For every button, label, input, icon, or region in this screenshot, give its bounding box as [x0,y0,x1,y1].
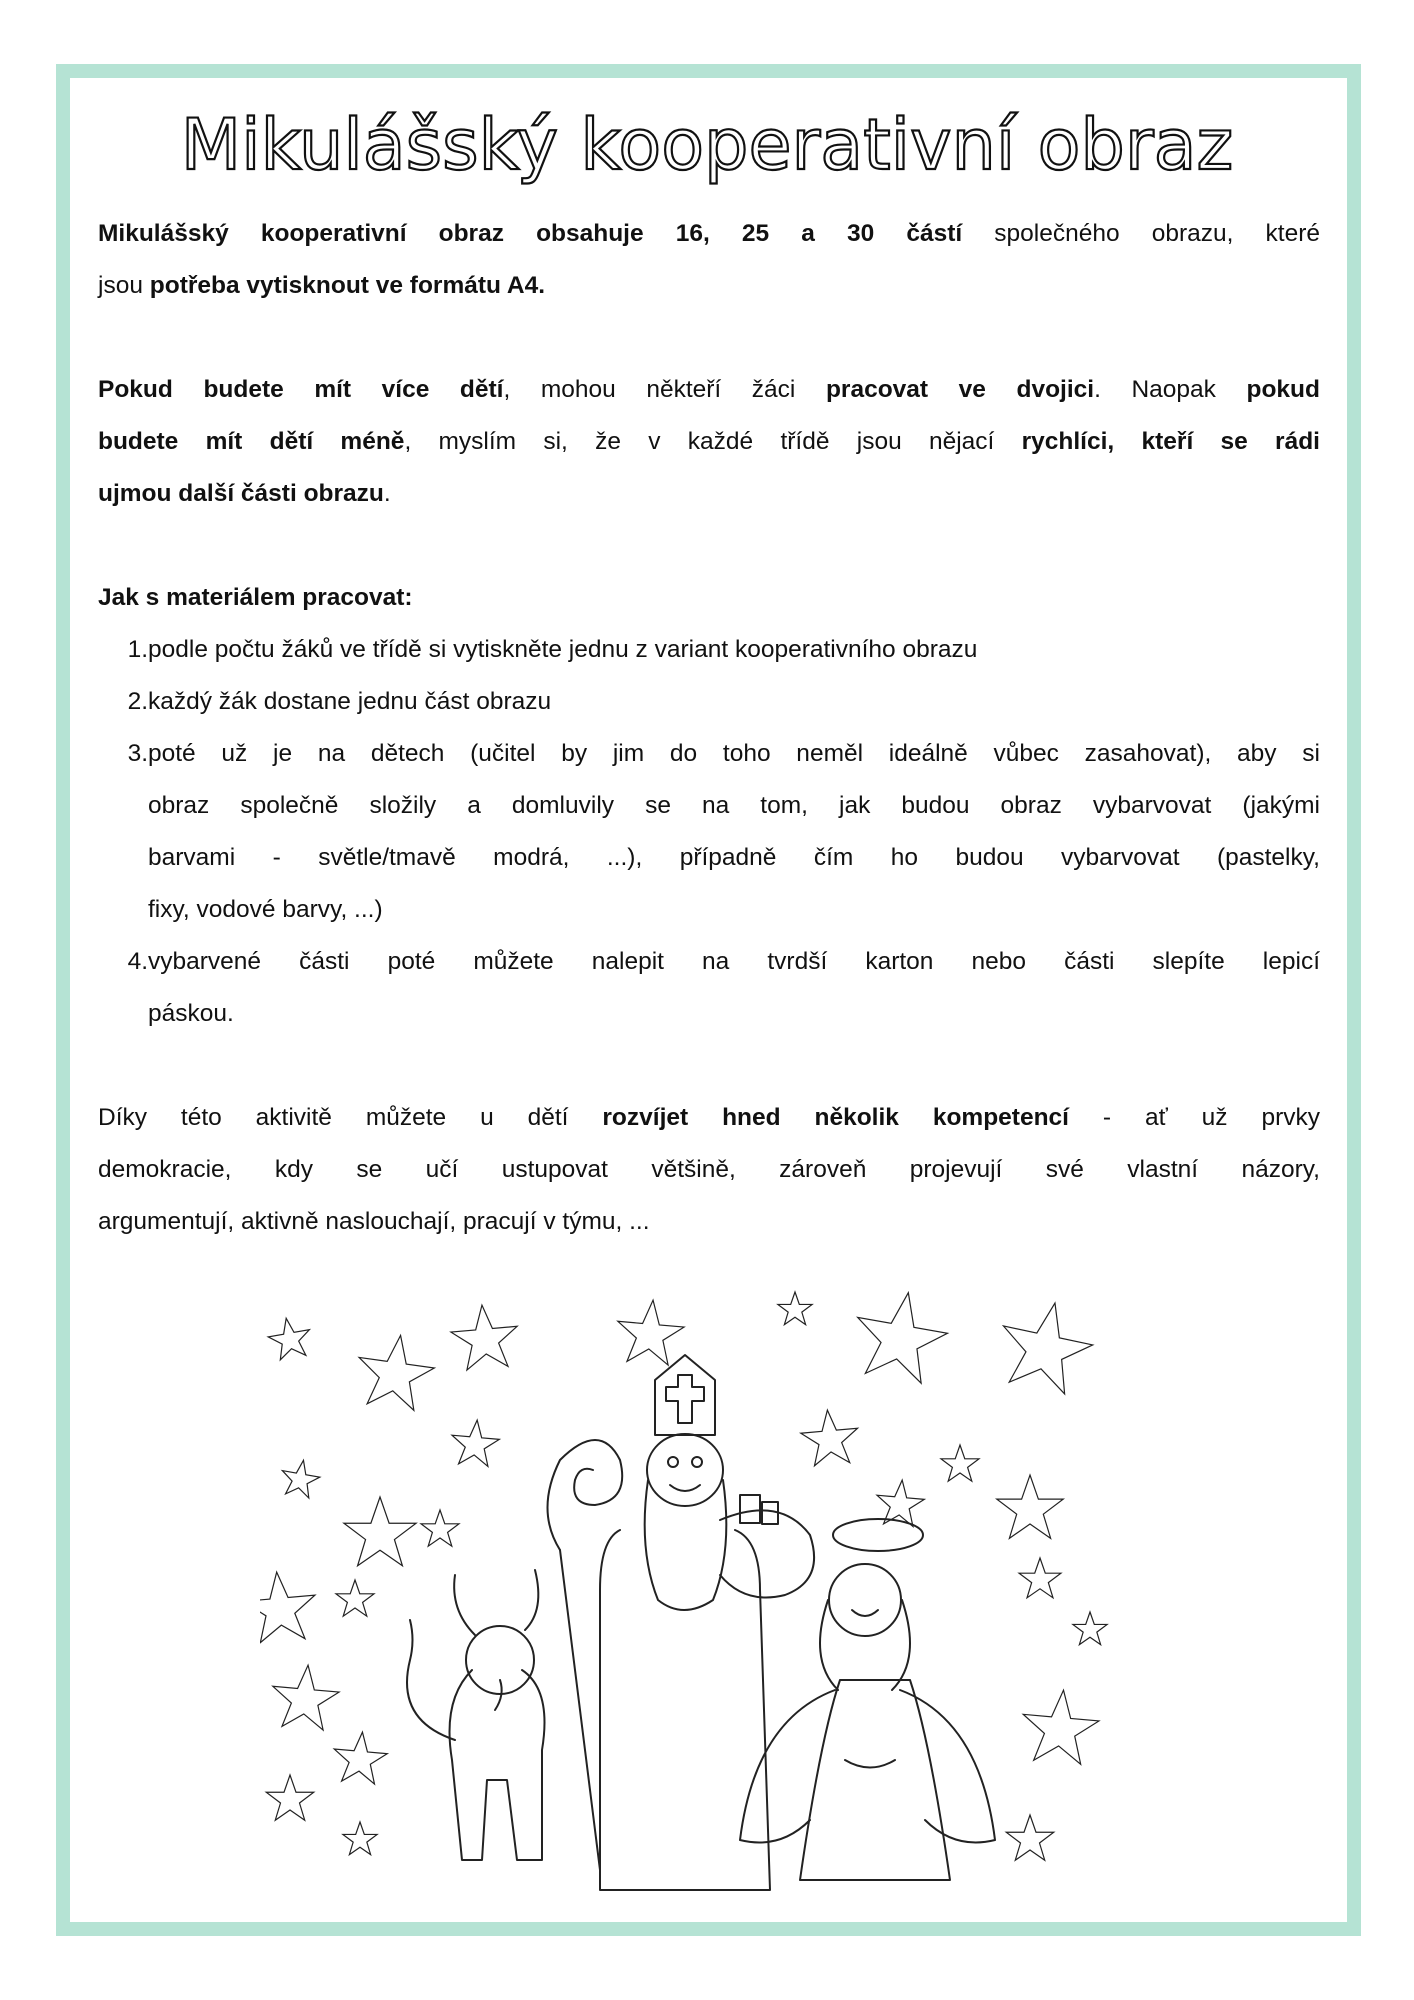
document-body [98,208,1320,1248]
star-icon [1019,1558,1061,1598]
st-nicholas-devil-angel-coloring-icon [260,1280,1140,1900]
intro-line-2: jsou potřeba vytisknout ve formátu A4. [98,272,546,299]
para2-line-1: Pokud budete mít více dětí, mohou někteří žáci pracovat ve dvojici. Naopak pokud [98,376,1320,403]
star-icon [260,1569,319,1644]
star-icon [332,1730,389,1785]
star-icon [848,1285,953,1386]
star-icon [343,1822,377,1855]
angel-figure [740,1519,995,1880]
st-nicholas-figure [548,1355,815,1890]
star-icon [421,1510,459,1546]
para2-line-2: budete mít dětí méně, myslím si, že v každé třídě jsou nějací rychlíci, kteří se rádi [98,428,1320,455]
star-icon [1019,1687,1101,1766]
star-icon [1006,1815,1054,1860]
star-icon [266,1775,314,1820]
closing-line-1: Díky této aktivitě můžete u dětí rozvíjet hned několik kompetencí - ať už prvky [98,1104,1320,1131]
star-icon [992,1294,1099,1398]
star-icon [799,1408,861,1467]
howto-item-3: 3. poté už je na dětech (učitel by jim do toho neměl ideálně vůbec zasahovat), aby si obraz společně složily a domluvily se na tom, jak budou obraz vybarvovat (jakými barvami - světle/tmavě modrá, ...), případně čím ho budou vybarvovat (pastelky, fixy, vodové barvy, ...) [127,740,1320,923]
star-icon [278,1457,322,1499]
star-icon [941,1445,979,1481]
star-icon [269,1662,341,1731]
closing-line-2: demokracie, kdy se učí ustupovat většině, zároveň projevují své vlastní názory, [98,1156,1320,1183]
star-icon [997,1475,1064,1538]
star-icon [266,1315,314,1361]
intro-line-1: Mikulášský kooperativní obraz obsahuje 16, 25 a 30 částí společného obrazu, které [98,220,1320,247]
howto-heading: Jak s materiálem pracovat: [98,584,413,611]
star-icon [614,1297,686,1366]
star-icon [336,1580,374,1616]
devil-figure [407,1570,545,1860]
howto-item-2: 2. každý žák dostane jednu část obrazu [127,688,552,715]
para2-line-3: ujmou další části obrazu. [98,480,391,507]
page-title: Mikulášský kooperativní obraz [180,104,1234,186]
howto-item-4: 4. vybarvené části poté můžete nalepit na tvrdší karton nebo části slepíte lepicí páskou. [127,948,1320,1027]
star-icon [1073,1612,1107,1645]
star-icon [449,1302,521,1371]
howto-item-1: 1. podle počtu žáků ve třídě si vytiskněte jednu z variant kooperativního obrazu [127,636,978,663]
star-icon [344,1497,416,1566]
star-icon [450,1418,501,1467]
star-icon [353,1330,438,1412]
star-icon [778,1292,812,1325]
closing-line-3: argumentují, aktivně naslouchají, pracují v týmu, ... [98,1208,650,1235]
